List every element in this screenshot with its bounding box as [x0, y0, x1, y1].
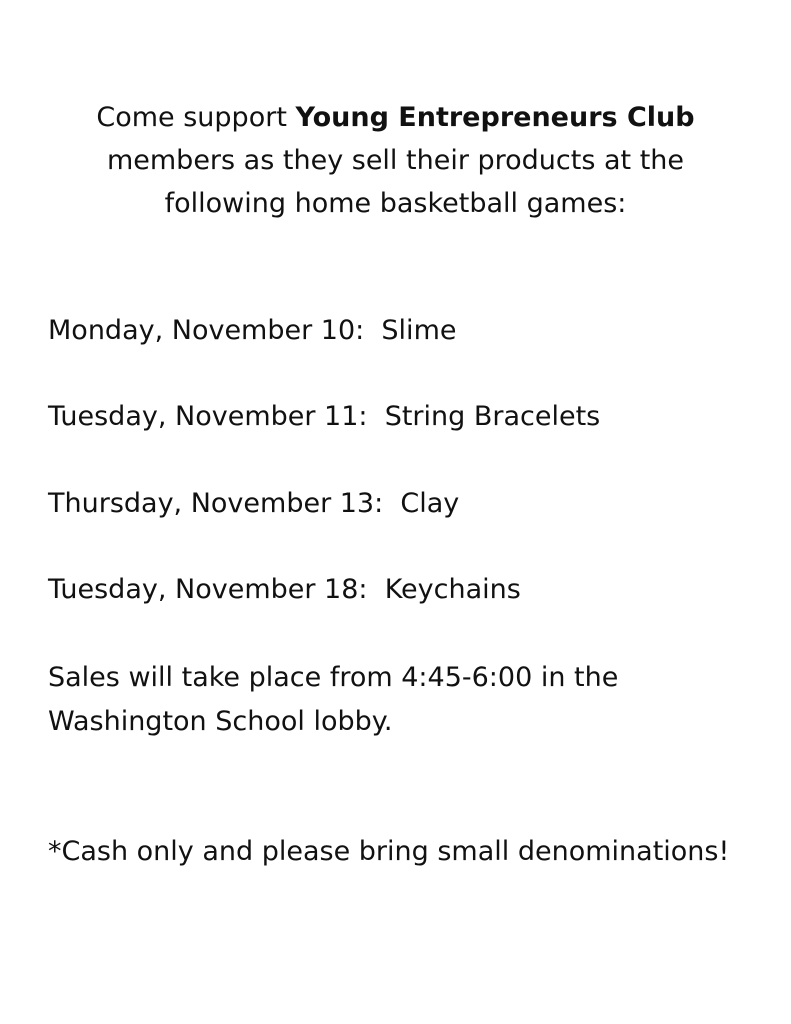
game-product: Slime — [381, 315, 457, 346]
game-item-2 — [48, 397, 600, 437]
game-date: Monday, November 10: — [48, 315, 365, 346]
intro-line-2: members as they sell their products at the — [106, 145, 685, 176]
sales-line-2: Washington School lobby. — [48, 706, 393, 737]
intro-line-1 — [0, 96, 791, 139]
club-name: Young Entrepreneurs Club — [295, 102, 695, 133]
cash-note: *Cash only and please bring small denominations! — [48, 836, 730, 867]
intro-heading — [0, 96, 791, 225]
game-product: Clay — [400, 488, 460, 519]
game-date: Tuesday, November 18: — [48, 574, 368, 605]
intro-line-3: following home basketball games: — [164, 188, 627, 219]
game-product: String Bracelets — [384, 401, 601, 432]
game-date: Tuesday, November 11: — [48, 401, 368, 432]
game-item-1 — [48, 311, 456, 351]
game-item-3 — [48, 484, 459, 524]
game-product: Keychains — [384, 574, 521, 605]
sales-line-1: Sales will take place from 4:45-6:00 in the — [48, 662, 619, 693]
intro-prefix: Come support — [96, 102, 296, 133]
game-item-4 — [48, 570, 521, 610]
sales-info — [48, 656, 748, 744]
game-date: Thursday, November 13: — [48, 488, 384, 519]
